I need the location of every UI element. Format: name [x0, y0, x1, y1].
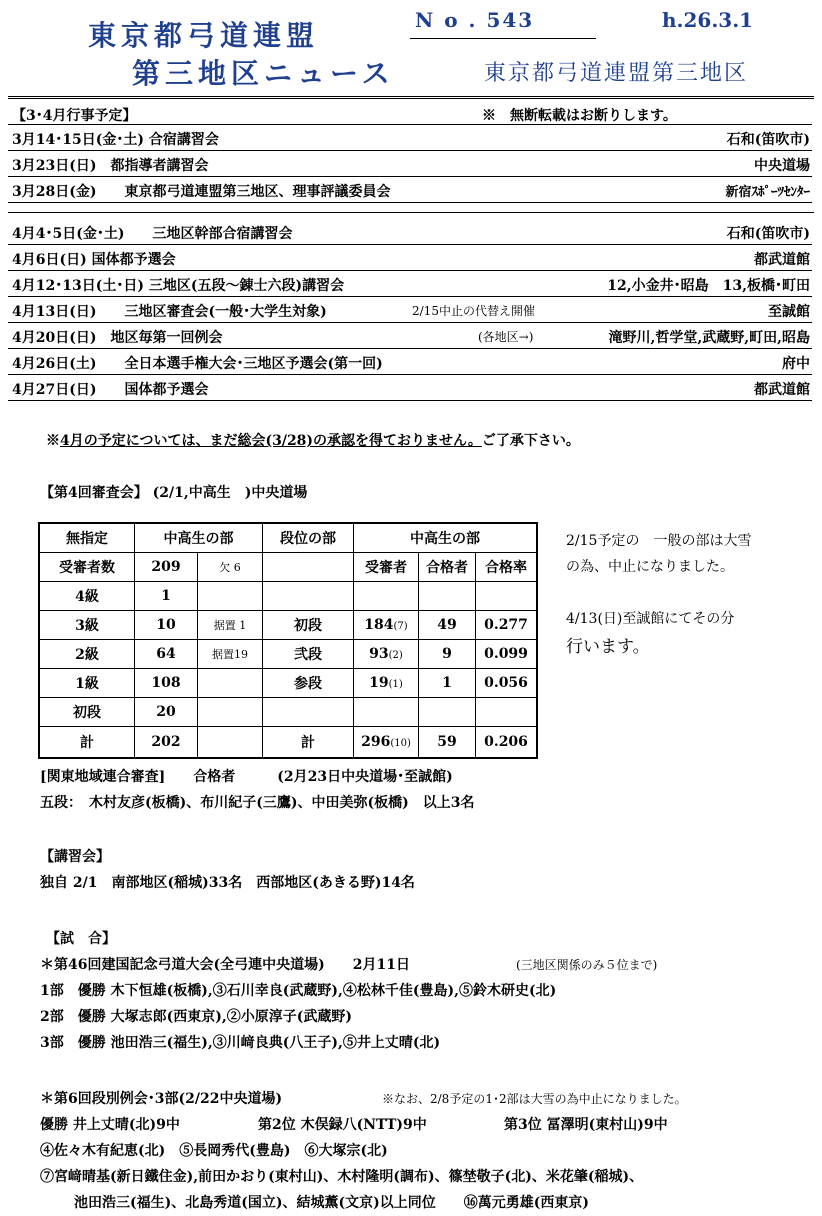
table-cell: 20 — [135, 698, 198, 727]
table-cell — [198, 698, 263, 727]
table-header: 段位の部 — [263, 523, 354, 553]
table-cell: 初段 — [39, 698, 135, 727]
table-cell: 据置 1 — [198, 611, 263, 640]
header-divider — [8, 96, 814, 99]
table-header: 中高生の部 — [354, 523, 538, 553]
newsletter-subtitle: 第三地区ニュース — [132, 57, 395, 90]
schedule-row — [8, 324, 812, 349]
schedule-event: 4月4･5日(金･土) 三地区幹部合宿講習会 — [12, 226, 293, 242]
event2-second: 第2位 木俣録八(NTT)9中 — [258, 1117, 427, 1133]
remark-suffix: ご了承下さい。 — [481, 433, 580, 449]
table-cell: 49 — [419, 611, 476, 640]
table-cell — [354, 640, 419, 669]
table-cell: 10 — [135, 611, 198, 640]
table-header: 無指定 — [39, 523, 135, 553]
schedule-event: 4月20日(日) 地区毎第一回例会 — [12, 330, 223, 346]
table-cell: 合格率 — [476, 553, 538, 582]
table-cell: 209 — [135, 553, 198, 582]
table-cell: 0.277 — [476, 611, 538, 640]
schedule-row — [8, 246, 812, 271]
kanto-heading: [関東地域連合審査] 合格者 (2月23日中央道場･至誠館) — [40, 769, 453, 785]
table-cell — [354, 611, 419, 640]
kanto-line: 五段： 木村友彦(板橋)、布川紀子(三鷹)、中田美弥(板橋) 以上3名 — [40, 795, 475, 811]
match-heading: 【試 合】 — [46, 931, 116, 947]
month-divider — [8, 212, 814, 213]
schedule-row — [8, 298, 812, 323]
organization-name: 東京都弓道連盟第三地区 — [484, 61, 749, 86]
table-cell: 据置19 — [198, 640, 263, 669]
table-cell: 0.206 — [476, 727, 538, 759]
remark-prefix: ※ — [46, 433, 60, 449]
schedule-venue: 府中 — [782, 356, 810, 372]
schedule-venue: 石和(笛吹市) — [726, 132, 810, 148]
table-cell — [419, 698, 476, 727]
event1-part1: 1部 優勝 木下恒雄(板橋),③石川幸良(武蔵野),④松林千佳(豊島),⑤鈴木研史(北) — [40, 983, 557, 999]
exam-sub: (7) — [393, 621, 408, 632]
table-cell — [354, 698, 419, 727]
table-row — [39, 698, 537, 727]
side-note: 行います。 — [566, 637, 650, 657]
table-header: 中高生の部 — [135, 523, 263, 553]
table-row — [39, 553, 537, 582]
exam-count: 184 — [364, 617, 394, 633]
schedule-row — [8, 178, 812, 203]
table-cell — [198, 582, 263, 611]
event1-note: (三地区関係のみ５位まで) — [516, 958, 658, 972]
exam-count: 296 — [361, 734, 391, 750]
lecture-heading: 【講習会】 — [40, 849, 110, 865]
table-cell: 0.099 — [476, 640, 538, 669]
table-cell: 初段 — [263, 611, 354, 640]
schedule-event: 3月14･15日(金･土) 合宿講習会 — [12, 132, 219, 148]
exam-heading: 【第4回審査会】 (2/1,中高生 )中央道場 — [40, 485, 308, 501]
table-row — [39, 611, 537, 640]
schedule-venue: 都武道館 — [754, 252, 810, 268]
schedule-event: 4月27日(日) 国体都予選会 — [12, 382, 209, 398]
schedule-event: 3月23日(日) 都指導者講習会 — [12, 158, 209, 174]
newsletter-title: 東京都弓道連盟 — [88, 19, 320, 52]
schedule-row — [8, 152, 812, 177]
schedule-venue: 中央道場 — [754, 158, 810, 174]
schedule-event: 4月6日(日) 国体都予選会 — [12, 252, 176, 268]
side-note: 2/15予定の 一般の部は大雪 — [566, 533, 752, 549]
issue-number: N o . 543 — [415, 8, 535, 32]
exam-count: 93 — [369, 646, 389, 662]
table-cell: 1 — [419, 669, 476, 698]
issue-date: h.26.3.1 — [662, 8, 754, 32]
event1-part2: 2部 優勝 大塚志郎(西東京),②小原淳子(武蔵野) — [40, 1009, 352, 1025]
schedule-venue: 滝野川,哲学堂,武蔵野,町田,昭島 — [608, 330, 810, 346]
schedule-remark — [46, 430, 580, 450]
schedule-row — [8, 350, 812, 375]
schedule-heading-row — [8, 102, 812, 125]
schedule-venue: 12,小金井･昭島 13,板橋･町田 — [607, 278, 810, 294]
schedule-event: 4月26日(土) 全日本選手権大会･三地区予選会(第一回) — [12, 356, 383, 372]
lecture-line: 独自 2/1 南部地区(稲城)33名 西部地区(あきる野)14名 — [40, 875, 415, 891]
table-cell: 2級 — [39, 640, 135, 669]
table-cell: 3級 — [39, 611, 135, 640]
table-cell: 受審者数 — [39, 553, 135, 582]
table-row — [39, 582, 537, 611]
schedule-row — [8, 376, 812, 401]
exam-sub: (2) — [388, 650, 403, 661]
side-note: の為、中止になりました。 — [566, 559, 734, 575]
exam-sub: (10) — [390, 738, 411, 749]
schedule-event: 4月13日(日) 三地区審査会(一般･大学生対象) — [12, 304, 327, 320]
table-cell — [263, 698, 354, 727]
schedule-row — [8, 220, 812, 245]
table-header-row — [39, 523, 537, 553]
exam-count: 19 — [369, 675, 389, 691]
table-total-row — [39, 727, 537, 759]
schedule-venue: 至誠館 — [768, 304, 810, 320]
schedule-venue: 石和(笛吹市) — [726, 226, 810, 242]
event1-title: ＊第46回建国記念弓道大会(全弓連中央道場) 2月11日 — [40, 957, 410, 973]
table-cell: 計 — [39, 727, 135, 759]
schedule-venue: 都武道館 — [754, 382, 810, 398]
schedule-venue: 新宿ｽﾎﾟｰﾂｾﾝﾀｰ — [725, 185, 810, 200]
table-cell: 参段 — [263, 669, 354, 698]
event2-third: 第3位 冨澤明(東村山)9中 — [504, 1117, 668, 1133]
schedule-note: 2/15中止の代替え開催 — [412, 304, 535, 318]
event2-line4: ④佐々木有紀恵(北) ⑤長岡秀代(豊島) ⑥大塚宗(北) — [40, 1143, 388, 1159]
schedule-note: (各地区→) — [478, 330, 534, 344]
table-cell: 202 — [135, 727, 198, 759]
table-cell: 64 — [135, 640, 198, 669]
table-cell: 受審者 — [354, 553, 419, 582]
table-cell — [476, 698, 538, 727]
table-cell: 4級 — [39, 582, 135, 611]
event1-part3: 3部 優勝 池田浩三(福生),③川﨑良典(八王子),⑤井上丈晴(北) — [40, 1035, 441, 1051]
event2-line5: ⑦宮﨑晴基(新日鐵住金),前田かおり(東村山)、木村隆明(調布)、篠埜敬子(北)、米花肇(稲城)、 — [40, 1169, 644, 1185]
table-cell — [354, 669, 419, 698]
schedule-event: 4月12･13日(土･日) 三地区(五段～錬士六段)講習会 — [12, 278, 345, 294]
exam-results-table — [38, 522, 538, 759]
side-note: 4/13(日)至誠館にてその分 — [566, 611, 735, 627]
schedule-heading: 【3･4月行事予定】 — [12, 108, 137, 124]
event2-note: ※なお、2/8予定の1･2部は大雪の為中止になりました。 — [382, 1092, 687, 1106]
table-row — [39, 640, 537, 669]
table-cell — [263, 582, 354, 611]
table-cell: 0.056 — [476, 669, 538, 698]
table-cell: 59 — [419, 727, 476, 759]
schedule-row — [8, 126, 812, 151]
remark-underlined: 4月の予定については、まだ総会(3/28)の承認を得ておりません。 — [60, 433, 482, 449]
table-cell: 合格者 — [419, 553, 476, 582]
event2-winner: 優勝 井上丈晴(北)9中 — [40, 1117, 180, 1133]
table-cell — [354, 727, 419, 759]
table-cell — [198, 727, 263, 759]
table-row — [39, 669, 537, 698]
table-cell: 1級 — [39, 669, 135, 698]
table-cell — [198, 669, 263, 698]
schedule-event: 3月28日(金) 東京都弓道連盟第三地区、理事評議委員会 — [12, 184, 391, 200]
issue-underline — [410, 38, 596, 39]
schedule-row — [8, 272, 812, 297]
table-cell: 9 — [419, 640, 476, 669]
table-cell: 108 — [135, 669, 198, 698]
table-cell — [354, 582, 419, 611]
event2-line6: 池田浩三(福生)、北島秀道(国立)、結城薫(文京)以上同位 ⑯萬元勇雄(西東京) — [74, 1195, 589, 1211]
table-cell: 弐段 — [263, 640, 354, 669]
exam-sub: (1) — [388, 679, 403, 690]
table-cell — [419, 582, 476, 611]
table-cell — [476, 582, 538, 611]
table-cell: 計 — [263, 727, 354, 759]
table-cell — [263, 553, 354, 582]
table-cell: 欠 6 — [198, 553, 263, 582]
event2-title: ＊第6回段別例会･3部(2/22中央道場) — [40, 1091, 283, 1107]
table-cell: 1 — [135, 582, 198, 611]
no-reprint-notice: ※ 無断転載はお断りします。 — [482, 108, 677, 124]
